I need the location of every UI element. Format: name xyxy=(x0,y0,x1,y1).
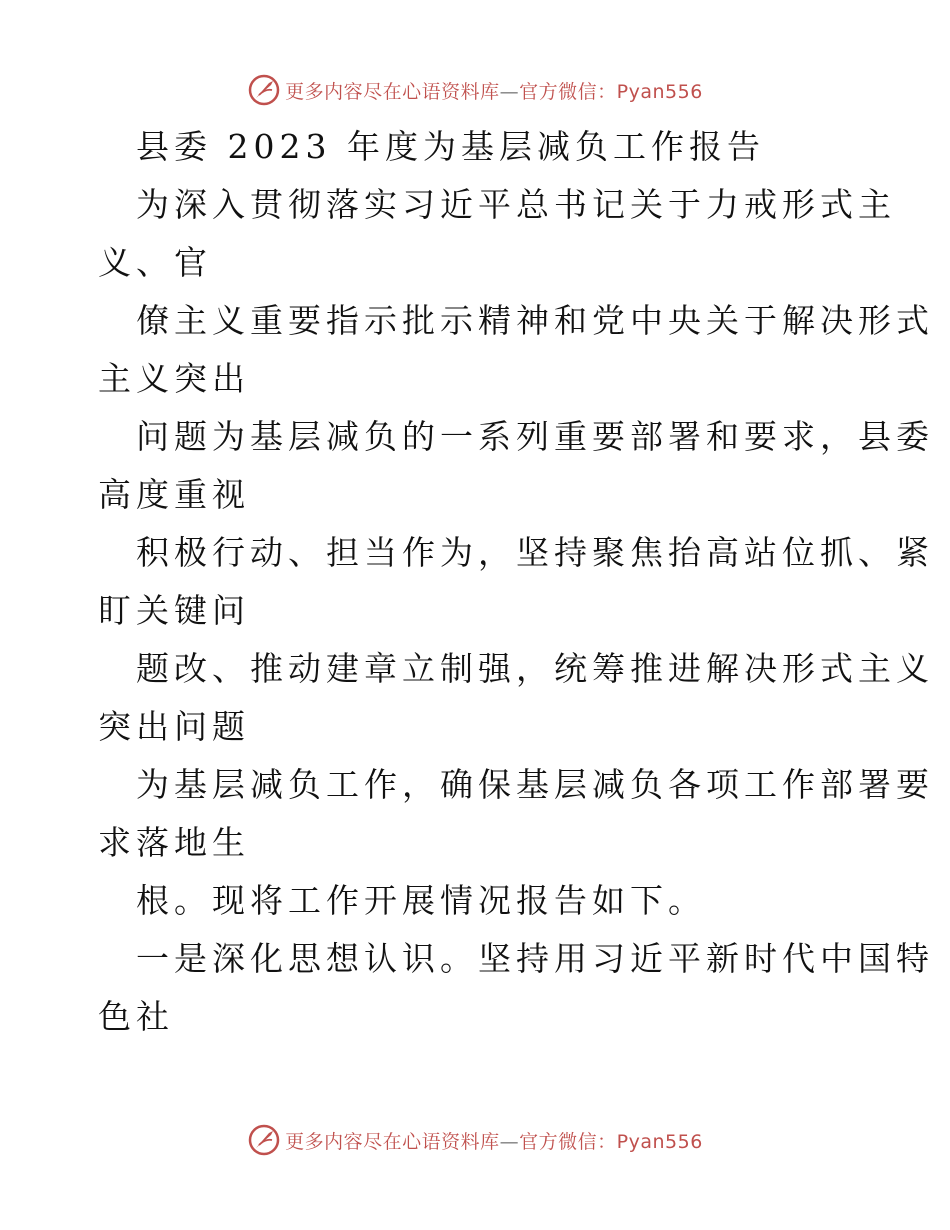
document-body xyxy=(98,118,934,1046)
watermark-suffix: 官方微信：Pyan556 xyxy=(519,80,703,103)
watermark-main: 更多内容尽在心语资料库 xyxy=(285,80,500,103)
quill-logo-icon xyxy=(247,1123,281,1157)
quill-logo-icon xyxy=(247,73,281,107)
footer-watermark xyxy=(0,1120,950,1160)
body-line: 题改、推动建章立制强，统筹推进解决形式主义 xyxy=(136,649,934,688)
watermark-text xyxy=(285,1127,703,1154)
watermark-suffix: 官方微信：Pyan556 xyxy=(519,1130,703,1153)
header-watermark xyxy=(0,70,950,110)
watermark-dash: — xyxy=(499,80,520,103)
body-line: 积极行动、担当作为，坚持聚焦抬高站位抓、紧 xyxy=(136,533,934,572)
watermark-dash: — xyxy=(499,1130,520,1153)
body-line: 高度重视 xyxy=(98,475,250,514)
body-line: 主义突出 xyxy=(98,359,250,398)
body-line: 色社 xyxy=(98,997,174,1036)
body-line: 僚主义重要指示批示精神和党中央关于解决形式 xyxy=(136,301,934,340)
body-line: 求落地生 xyxy=(98,823,250,862)
body-line: 盯关键问 xyxy=(98,591,250,630)
watermark-main: 更多内容尽在心语资料库 xyxy=(285,1130,500,1153)
body-line: 为深入贯彻落实习近平总书记关于力戒形式主 xyxy=(136,185,896,224)
watermark-text xyxy=(285,77,703,104)
body-line: 义、官 xyxy=(98,243,212,282)
body-line: 根。现将工作开展情况报告如下。 xyxy=(136,881,706,920)
body-line: 突出问题 xyxy=(98,707,250,746)
body-line: 一是深化思想认识。坚持用习近平新时代中国特 xyxy=(136,939,934,978)
body-line: 问题为基层减负的一系列重要部署和要求，县委 xyxy=(136,417,934,456)
document-title: 县委 2023 年度为基层减负工作报告 xyxy=(136,127,765,166)
body-line: 为基层减负工作，确保基层减负各项工作部署要 xyxy=(136,765,934,804)
